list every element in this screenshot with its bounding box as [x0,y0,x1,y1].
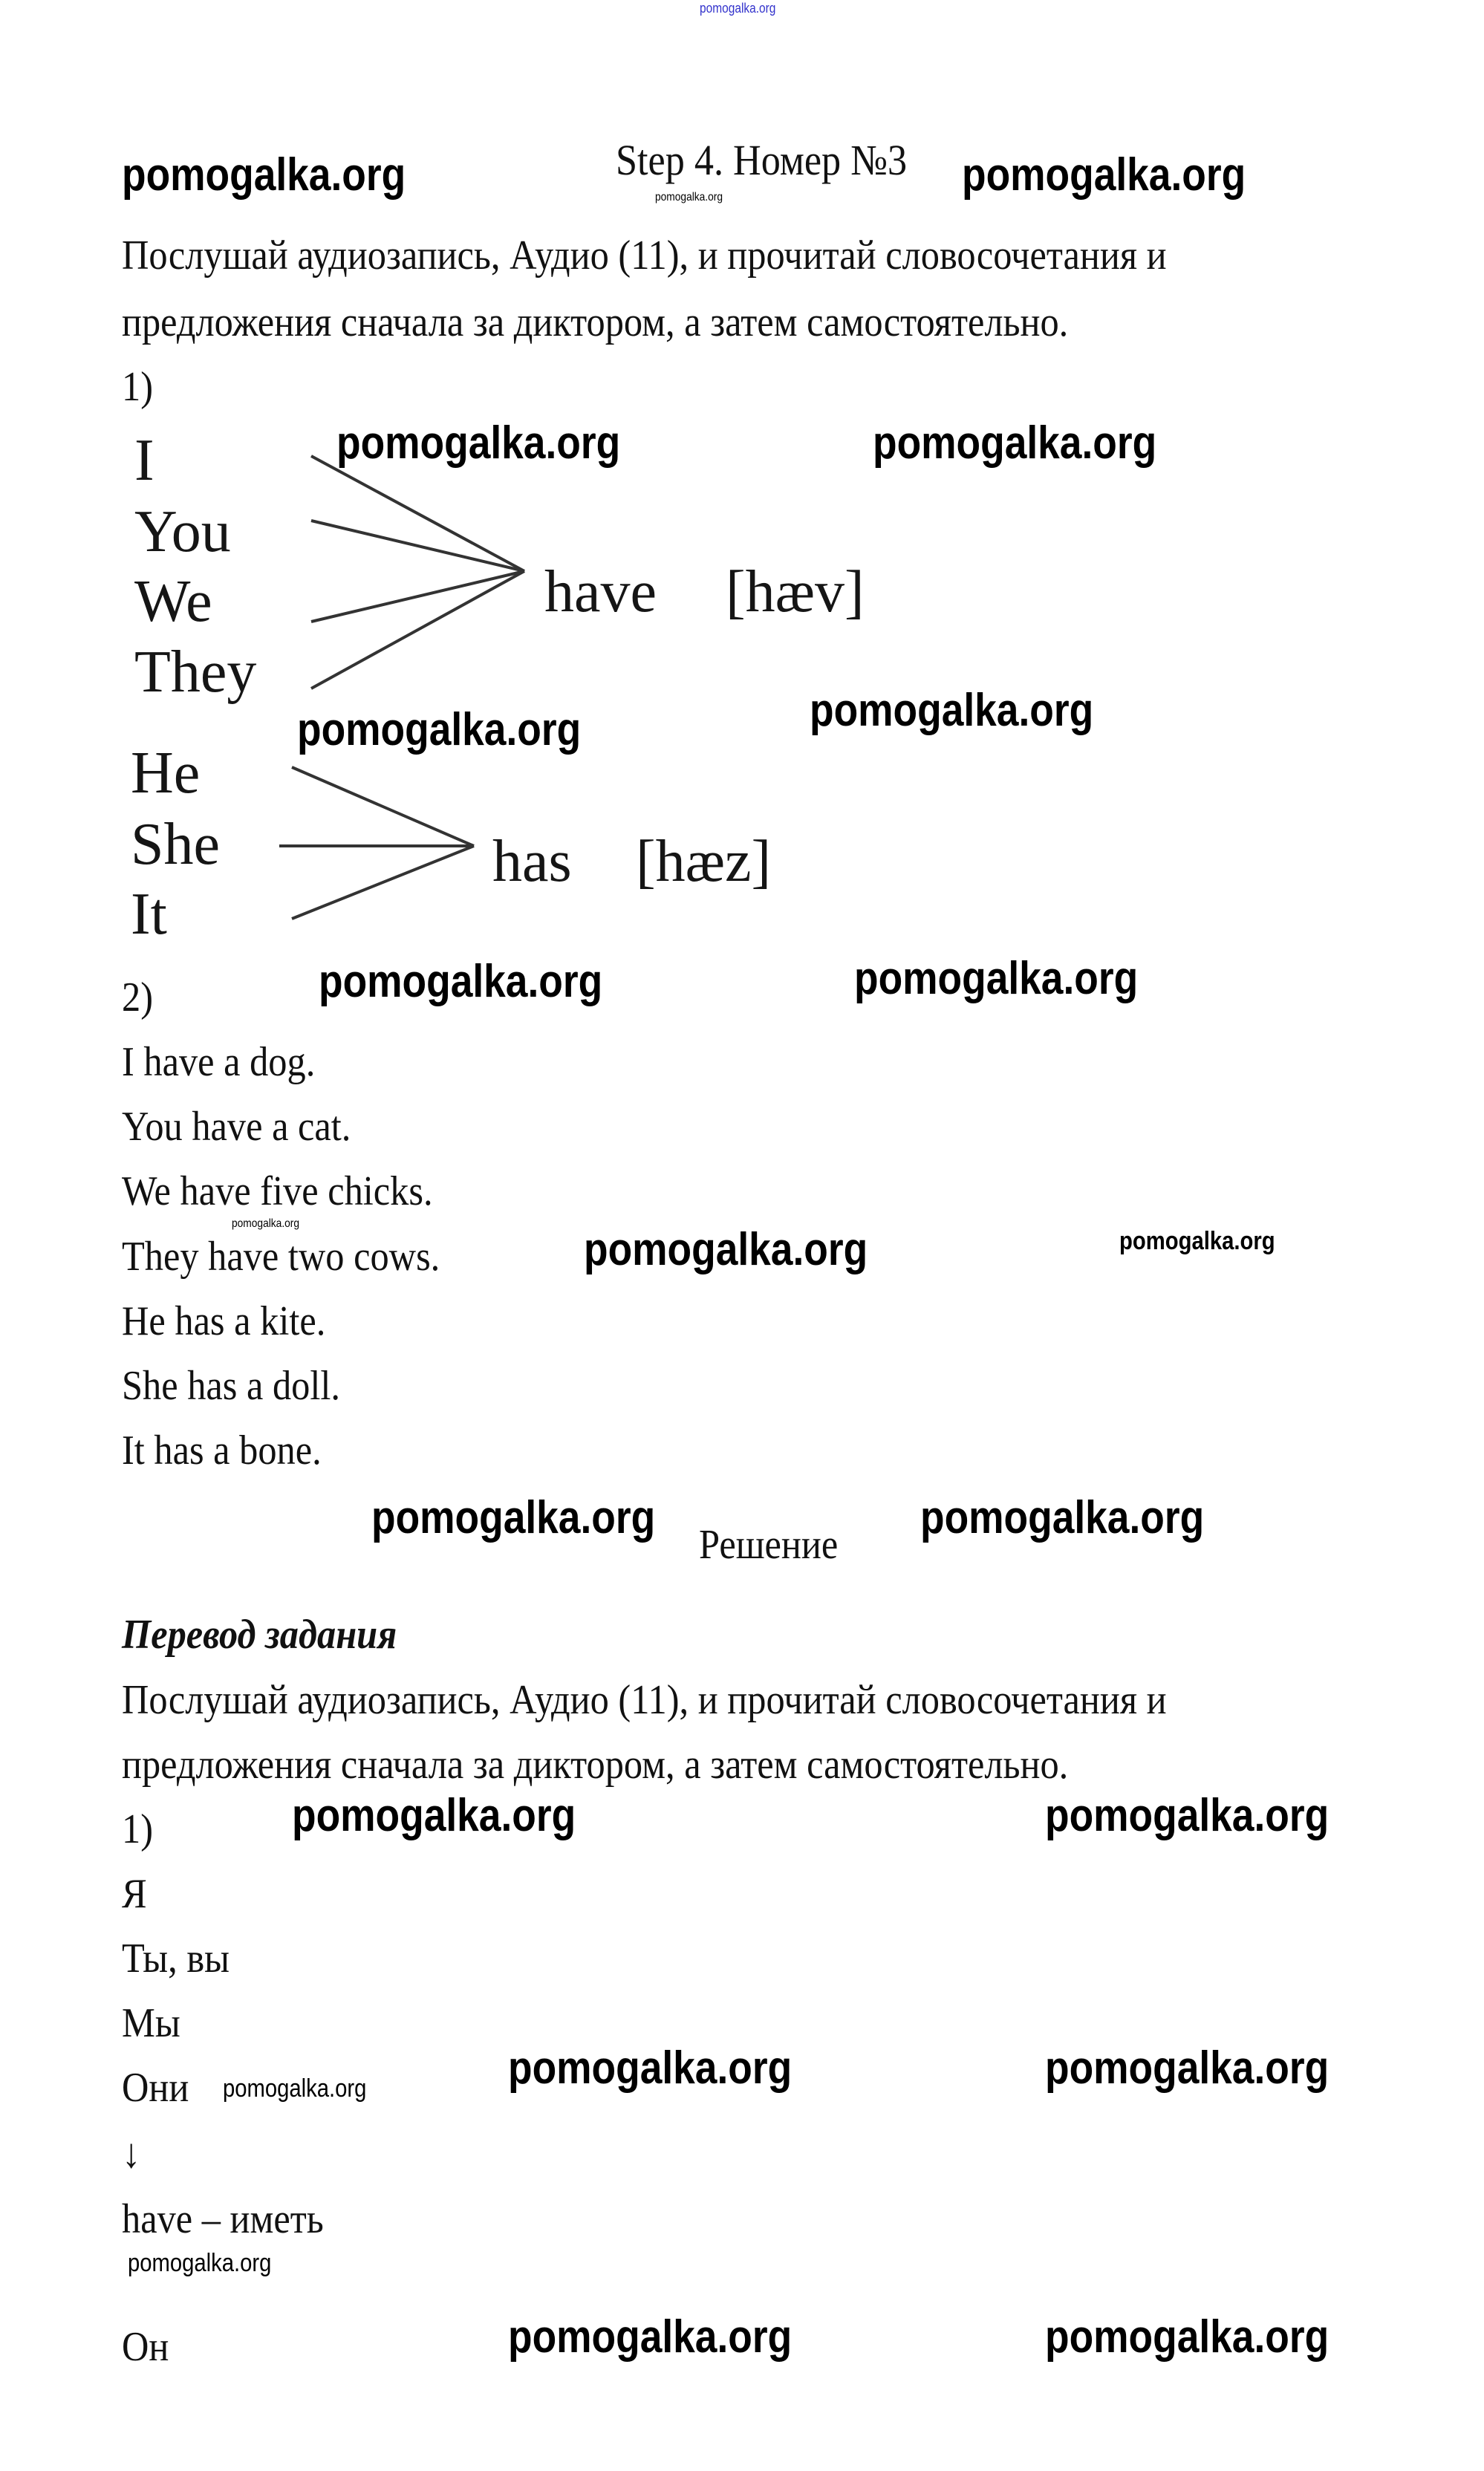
transcription: [hæv] [726,559,865,625]
watermark: pomogalka.org [122,149,406,201]
arrow-line [292,846,474,919]
watermark: pomogalka.org [232,1217,300,1230]
watermark: pomogalka.org [128,2249,272,2277]
watermark: pomogalka.org [371,1492,656,1543]
watermark: pomogalka.org [1045,2042,1330,2094]
watermark: pomogalka.org [319,956,603,1007]
watermark: pomogalka.org [1119,1227,1275,1255]
pronoun: He [131,740,201,806]
task-line: предложения сначала за диктором, а затем самостоятельно. [122,299,1069,345]
translation-line: предложения сначала за диктором, а затем самостоятельно. [122,1742,1069,1788]
sentence: You have a cat. [122,1104,351,1150]
pronoun: They [134,639,257,705]
translation-line: Послушай аудиозапись, Аудио (11), и прочитай словосочетания и [122,1677,1167,1723]
verb: has [492,829,572,894]
arrow-line [292,767,474,846]
arrow-line [311,571,524,622]
solution-label: Решение [699,1522,839,1568]
part-label: 1) [122,364,153,410]
watermark: pomogalka.org [508,2311,793,2363]
watermark: pomogalka.org [223,2074,367,2103]
watermark: pomogalka.org [655,191,723,204]
page-title: Step 4. Номер №3 [616,136,908,184]
transcription: [hæz] [636,829,772,894]
watermark: pomogalka.org [508,2042,793,2094]
part-label: 2) [122,974,153,1020]
watermark: pomogalka.org [873,417,1157,469]
watermark: pomogalka.org [962,149,1246,201]
sentence: She has a doll. [122,1363,340,1409]
translation-item: Мы [122,2000,180,2046]
sentence: He has a kite. [122,1298,326,1344]
pronoun: You [134,499,231,564]
task-line: Послушай аудиозапись, Аудио (11), и прочитай словосочетания и [122,232,1167,279]
sentence: I have a dog. [122,1039,316,1085]
watermark: pomogalka.org [810,685,1094,736]
translation-have: have – иметь [122,2196,324,2242]
arrow-line [311,456,524,571]
arrow-down-icon: ↓ [122,2131,141,2177]
sentence: They have two cows. [122,1234,440,1280]
watermark: pomogalka.org [336,417,621,469]
watermark: pomogalka.org [854,953,1139,1004]
watermark: pomogalka.org [1045,1790,1330,1841]
translation-item: Я [122,1871,147,1917]
watermark: pomogalka.org [297,704,582,755]
pronoun: We [134,569,212,634]
translation-he: Он [122,2324,169,2370]
translation-item: Ты, вы [122,1936,230,1982]
arrow-line [311,571,524,688]
part-label: 1) [122,1806,153,1852]
watermark: pomogalka.org [700,1,776,16]
pronoun: It [131,882,167,947]
pronoun: She [131,812,220,877]
verb: have [544,559,657,625]
watermark: pomogalka.org [292,1790,576,1841]
arrow-line [311,521,524,571]
watermark: pomogalka.org [920,1492,1205,1543]
watermark: pomogalka.org [584,1224,868,1275]
pronoun: I [134,428,154,493]
translation-item: Они [122,2065,189,2111]
translation-heading: Перевод задания [122,1612,397,1658]
sentence: We have five chicks. [122,1168,433,1214]
sentence: It has a bone. [122,1427,322,1474]
watermark: pomogalka.org [1045,2311,1330,2363]
